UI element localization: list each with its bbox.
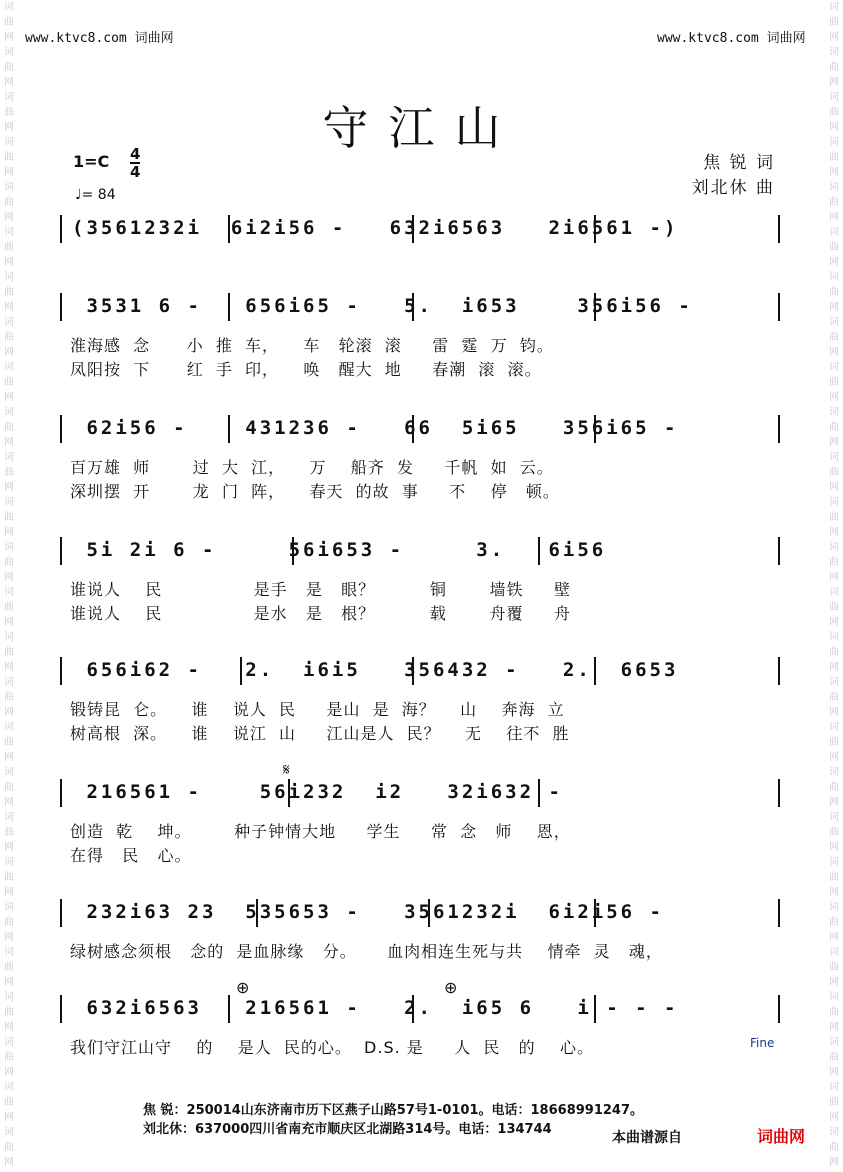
music-system-1: [60, 215, 785, 243]
site-url-right[interactable]: www.ktvc8.com 词曲网: [657, 31, 806, 46]
tempo-marking: ♩= 84: [75, 187, 116, 203]
lyric-line: 在得 民 心。: [70, 846, 192, 865]
lyric-line: 百万雄 师 过 大 江， 万 船齐 发 千帆 如 云。: [70, 458, 554, 477]
coda-mark-2: ⊕: [444, 978, 458, 997]
site-url-left[interactable]: www.ktvc8.com 词曲网: [25, 31, 174, 46]
composer-credit: 刘北休 曲: [691, 178, 775, 198]
music-system-2: [60, 293, 785, 321]
barline: [60, 899, 62, 927]
barline: [60, 293, 62, 321]
barline: [778, 899, 780, 927]
lyric-line: 谁说人 民 是手 是 眼？ 铜 墙铁 壁: [70, 580, 571, 599]
barline: [60, 537, 62, 565]
notation-line: 632i6563 216561 - 2. i65 6 i - - -: [72, 997, 679, 1019]
barline: [60, 995, 62, 1023]
barline: [60, 657, 62, 685]
barline: [60, 779, 62, 807]
notation-line: 62i56 - 431236 - 66 5i65 356i65 -: [72, 417, 679, 439]
song-title: 守江山: [322, 101, 521, 155]
barline: [778, 995, 780, 1023]
segno-mark: 𝄋: [283, 760, 290, 779]
watermark-left: 词曲网词曲网词曲网词曲网词曲网词曲网词曲网词曲网词曲网词曲网词曲网词曲网词曲网词曲网词曲网词曲网词曲网词曲网词曲网词曲网词曲网词曲网词曲网词曲网词曲网词曲网: [4, 2, 14, 1168]
notation-line: 232i63 23 535653 - 3561232i 6i2i56 -: [72, 901, 664, 923]
lyric-line: 谁说人 民 是水 是 根？ 载 舟覆 舟: [70, 604, 571, 623]
notation-line: 216561 - 56i232 i2 32i632 -: [72, 781, 563, 803]
site-logo[interactable]: 词曲网: [757, 1127, 806, 1146]
lyric-line: 绿树感念须根 念的 是血脉缘 分。 血肉相连生死与共 情牵 灵 魂，: [70, 942, 663, 961]
lyric-line: 淮海感 念 小 推 车， 车 轮滚 滚 雷 霆 万 钧。: [70, 336, 554, 355]
music-system-3: [60, 415, 785, 443]
barline: [60, 415, 62, 443]
barline: [60, 215, 62, 243]
lyric-line: 树高根 深。 谁 说江 山 江山是人 民？ 无 往不 胜: [70, 724, 570, 743]
fine-mark: Fine: [750, 1036, 775, 1050]
footer-contact-2: 刘北休：637000四川省南充市顺庆区北湖路314号。电话：134744: [143, 1122, 552, 1137]
source-note: 本曲谱源自: [612, 1130, 682, 1146]
footer-contact-1: 焦 锐：250014山东济南市历下区燕子山路57号1-0101。电话：18668991247。: [143, 1103, 644, 1118]
barline: [778, 657, 780, 685]
music-system-5: [60, 657, 785, 685]
coda-mark-1: ⊕: [236, 978, 250, 997]
music-system-6: [60, 779, 785, 807]
watermark-right: 词曲网词曲网词曲网词曲网词曲网词曲网词曲网词曲网词曲网词曲网词曲网词曲网词曲网词曲网词曲网词曲网词曲网词曲网词曲网词曲网词曲网词曲网词曲网词曲网词曲网词曲网: [829, 2, 839, 1168]
notation-line: (3561232i 6i2i56 - 632i6563 2i6561 -): [72, 217, 679, 239]
lyric-line: 凤阳按 下 红 手 印， 唤 醒大 地 春潮 滚 滚。: [70, 360, 542, 379]
barline: [778, 415, 780, 443]
barline: [778, 215, 780, 243]
notation-line: 3531 6 - 656i65 - 5. i653 356i56 -: [72, 295, 693, 317]
barline: [778, 293, 780, 321]
music-system-7: [60, 899, 785, 927]
music-system-4: [60, 537, 785, 565]
barline: [778, 537, 780, 565]
lyric-line: 创造 乾 坤。 种子钟情大地 学生 常 念 师 恩，: [70, 822, 571, 841]
music-system-8: [60, 995, 785, 1023]
time-signature: 4 4: [130, 145, 141, 181]
key-signature: 1=C: [73, 152, 110, 171]
notation-line: 5i 2i 6 - 56i653 - 3. 6i56: [72, 539, 607, 561]
barline: [778, 779, 780, 807]
lyricist-credit: 焦 锐 词: [703, 153, 775, 173]
notation-line: 656i62 - 2. i6i5 356432 - 2. 6653: [72, 659, 679, 681]
lyric-line: 我们守江山守 的 是人 民的心。 D.S. 是 人 民 的 心。: [70, 1038, 594, 1057]
lyric-line: 深圳摆 开 龙 门 阵， 春天 的故 事 不 停 顿。: [70, 482, 560, 501]
lyric-line: 锻铸昆 仑。 谁 说人 民 是山 是 海？ 山 奔海 立: [70, 700, 565, 719]
